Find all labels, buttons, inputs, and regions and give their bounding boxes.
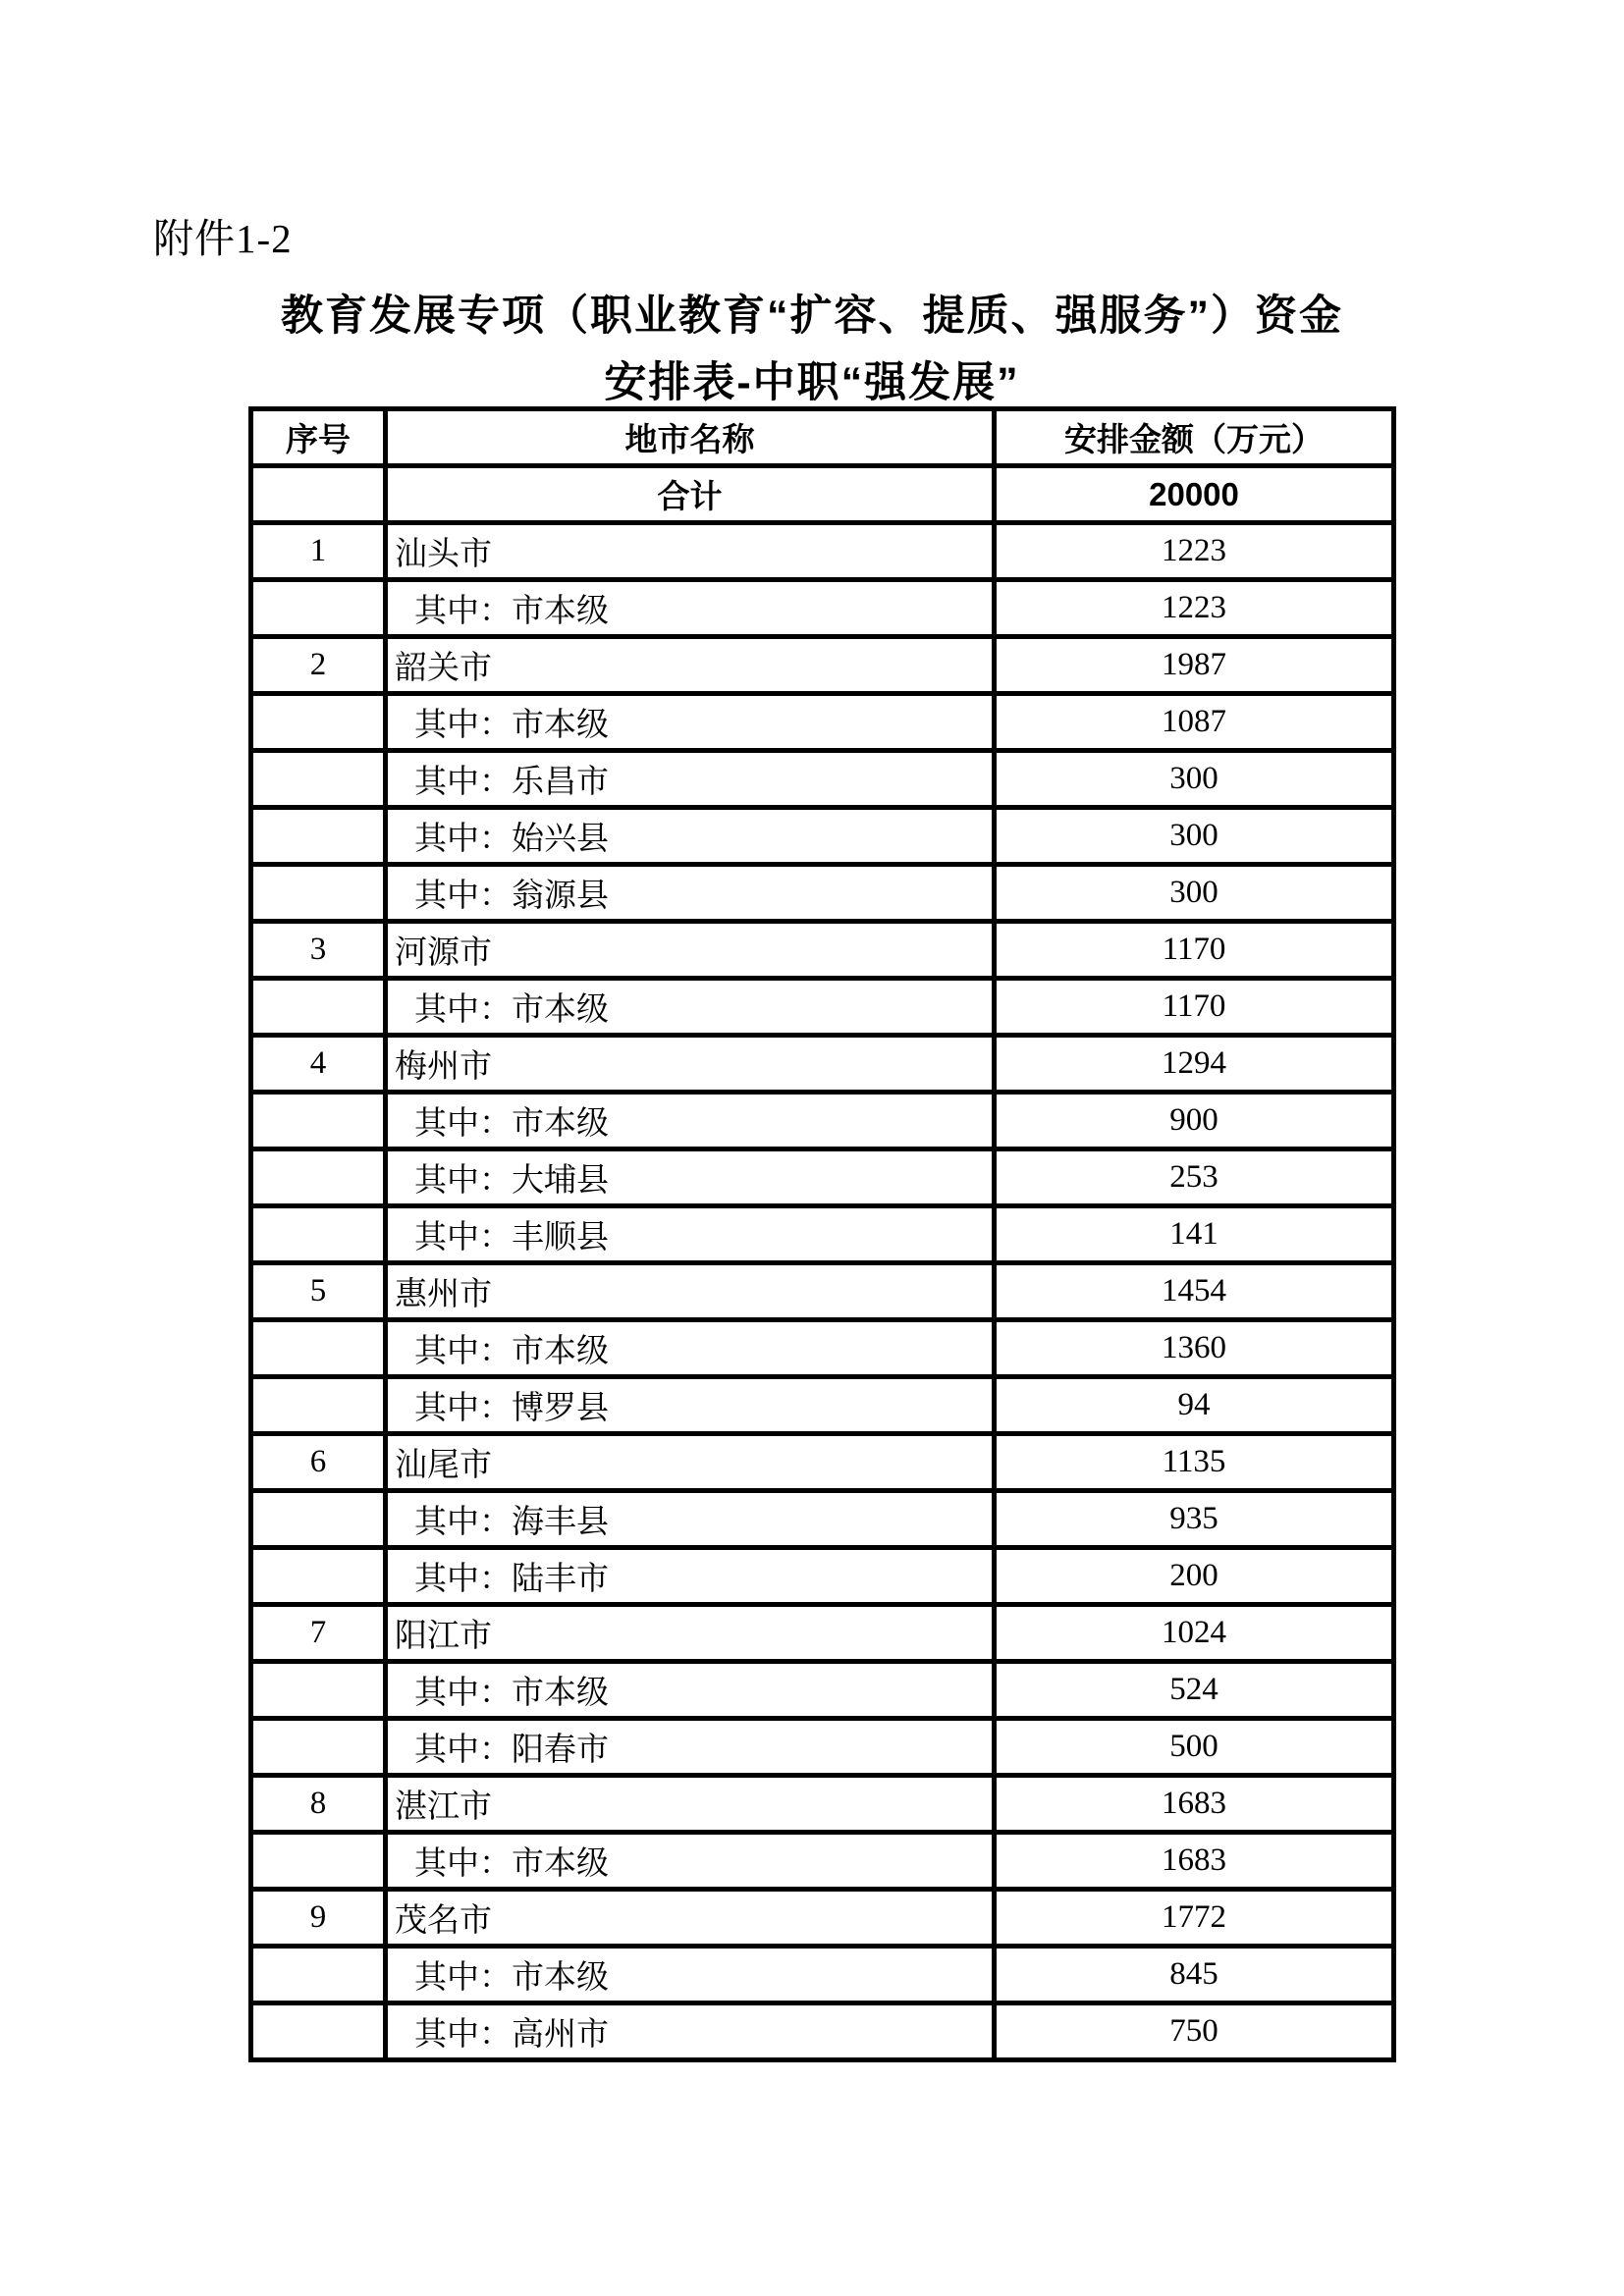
cell-序号 xyxy=(251,1149,386,1206)
table-header-row xyxy=(251,409,1394,466)
cell-序号 xyxy=(251,1947,386,2003)
cell-安排金额: 300 xyxy=(995,751,1394,808)
cell-地市名称: 河源市 xyxy=(386,922,995,979)
cell-序号: 8 xyxy=(251,1776,386,1833)
cell-序号: 6 xyxy=(251,1434,386,1491)
cell-安排金额: 1683 xyxy=(995,1833,1394,1890)
cell-安排金额: 900 xyxy=(995,1093,1394,1149)
cell-序号 xyxy=(251,580,386,637)
table-row xyxy=(251,1434,1394,1491)
table-row xyxy=(251,1263,1394,1320)
table-row xyxy=(251,1776,1394,1833)
cell-安排金额: 1223 xyxy=(995,580,1394,637)
table-row xyxy=(251,865,1394,922)
cell-地市名称: 湛江市 xyxy=(386,1776,995,1833)
table-row xyxy=(251,751,1394,808)
cell-安排金额: 300 xyxy=(995,865,1394,922)
header-地市名称: 地市名称 xyxy=(386,409,995,466)
cell-地市名称: 其中：海丰县 xyxy=(386,1491,995,1548)
cell-安排金额: 253 xyxy=(995,1149,1394,1206)
cell-序号 xyxy=(251,1093,386,1149)
cell-序号 xyxy=(251,2003,386,2060)
cell-地市名称: 汕头市 xyxy=(386,523,995,580)
total-label-cell: 合计 xyxy=(386,466,995,523)
cell-安排金额: 1360 xyxy=(995,1320,1394,1377)
cell-安排金额: 500 xyxy=(995,1719,1394,1776)
table-row xyxy=(251,1491,1394,1548)
cell-安排金额: 300 xyxy=(995,808,1394,865)
document-title-line2: 安排表-中职“强发展” xyxy=(604,359,1020,406)
cell-序号: 2 xyxy=(251,637,386,694)
cell-安排金额: 1987 xyxy=(995,637,1394,694)
cell-序号: 5 xyxy=(251,1263,386,1320)
cell-安排金额: 141 xyxy=(995,1206,1394,1263)
table-row xyxy=(251,1890,1394,1947)
table-row xyxy=(251,1662,1394,1719)
cell-序号 xyxy=(251,694,386,751)
cell-序号 xyxy=(251,1320,386,1377)
cell-安排金额: 1683 xyxy=(995,1776,1394,1833)
total-amount-cell: 20000 xyxy=(995,466,1394,523)
header-安排金额: 安排金额（万元） xyxy=(995,409,1394,466)
cell-序号: 9 xyxy=(251,1890,386,1947)
table-row xyxy=(251,1149,1394,1206)
table-row xyxy=(251,979,1394,1036)
table-row xyxy=(251,1947,1394,2003)
cell-地市名称: 茂名市 xyxy=(386,1890,995,1947)
cell-地市名称: 其中：高州市 xyxy=(386,2003,995,2060)
table-row xyxy=(251,1206,1394,1263)
table-row xyxy=(251,1605,1394,1662)
table-row xyxy=(251,637,1394,694)
cell-安排金额: 1135 xyxy=(995,1434,1394,1491)
cell-序号: 4 xyxy=(251,1036,386,1093)
table-row xyxy=(251,694,1394,751)
table-row xyxy=(251,922,1394,979)
cell-地市名称: 韶关市 xyxy=(386,637,995,694)
cell-地市名称: 汕尾市 xyxy=(386,1434,995,1491)
total-row xyxy=(251,466,1394,523)
attachment-label: 附件1-2 xyxy=(153,216,293,261)
cell-序号 xyxy=(251,1377,386,1434)
cell-地市名称: 其中：市本级 xyxy=(386,1320,995,1377)
cell-安排金额: 1170 xyxy=(995,922,1394,979)
cell-安排金额: 1772 xyxy=(995,1890,1394,1947)
total-num-cell xyxy=(251,466,386,523)
cell-地市名称: 其中：始兴县 xyxy=(386,808,995,865)
cell-序号 xyxy=(251,751,386,808)
table-row xyxy=(251,1548,1394,1605)
cell-地市名称: 其中：市本级 xyxy=(386,1662,995,1719)
table-row xyxy=(251,523,1394,580)
cell-地市名称: 其中：乐昌市 xyxy=(386,751,995,808)
table-row xyxy=(251,2003,1394,2060)
cell-序号 xyxy=(251,1548,386,1605)
cell-序号: 7 xyxy=(251,1605,386,1662)
cell-地市名称: 其中：市本级 xyxy=(386,694,995,751)
table-row xyxy=(251,1320,1394,1377)
cell-地市名称: 其中：大埔县 xyxy=(386,1149,995,1206)
cell-地市名称: 阳江市 xyxy=(386,1605,995,1662)
cell-序号 xyxy=(251,1206,386,1263)
cell-地市名称: 惠州市 xyxy=(386,1263,995,1320)
cell-序号 xyxy=(251,865,386,922)
cell-地市名称: 其中：博罗县 xyxy=(386,1377,995,1434)
cell-序号 xyxy=(251,1719,386,1776)
table-row xyxy=(251,580,1394,637)
cell-序号 xyxy=(251,1491,386,1548)
cell-地市名称: 梅州市 xyxy=(386,1036,995,1093)
cell-安排金额: 845 xyxy=(995,1947,1394,2003)
cell-地市名称: 其中：市本级 xyxy=(386,1833,995,1890)
cell-地市名称: 其中：丰顺县 xyxy=(386,1206,995,1263)
table-row xyxy=(251,1093,1394,1149)
table-row xyxy=(251,808,1394,865)
cell-安排金额: 1024 xyxy=(995,1605,1394,1662)
cell-地市名称: 其中：阳春市 xyxy=(386,1719,995,1776)
cell-序号: 1 xyxy=(251,523,386,580)
table-row xyxy=(251,1719,1394,1776)
cell-安排金额: 94 xyxy=(995,1377,1394,1434)
cell-地市名称: 其中：翁源县 xyxy=(386,865,995,922)
cell-序号 xyxy=(251,1662,386,1719)
cell-序号 xyxy=(251,979,386,1036)
table-row xyxy=(251,1833,1394,1890)
cell-安排金额: 1170 xyxy=(995,979,1394,1036)
document-title xyxy=(0,283,1624,416)
cell-地市名称: 其中：市本级 xyxy=(386,580,995,637)
cell-地市名称: 其中：市本级 xyxy=(386,1947,995,2003)
cell-安排金额: 750 xyxy=(995,2003,1394,2060)
cell-安排金额: 200 xyxy=(995,1548,1394,1605)
cell-地市名称: 其中：市本级 xyxy=(386,1093,995,1149)
header-序号: 序号 xyxy=(251,409,386,466)
cell-安排金额: 1454 xyxy=(995,1263,1394,1320)
cell-序号 xyxy=(251,808,386,865)
cell-安排金额: 1223 xyxy=(995,523,1394,580)
cell-地市名称: 其中：市本级 xyxy=(386,979,995,1036)
cell-安排金额: 524 xyxy=(995,1662,1394,1719)
cell-安排金额: 1294 xyxy=(995,1036,1394,1093)
cell-序号: 3 xyxy=(251,922,386,979)
document-title-line1: 教育发展专项（职业教育“扩容、提质、强服务”）资金 xyxy=(281,293,1343,340)
cell-安排金额: 935 xyxy=(995,1491,1394,1548)
table-row xyxy=(251,1036,1394,1093)
cell-序号 xyxy=(251,1833,386,1890)
fund-allocation-table xyxy=(248,406,1396,2062)
cell-安排金额: 1087 xyxy=(995,694,1394,751)
cell-地市名称: 其中：陆丰市 xyxy=(386,1548,995,1605)
table-row xyxy=(251,1377,1394,1434)
